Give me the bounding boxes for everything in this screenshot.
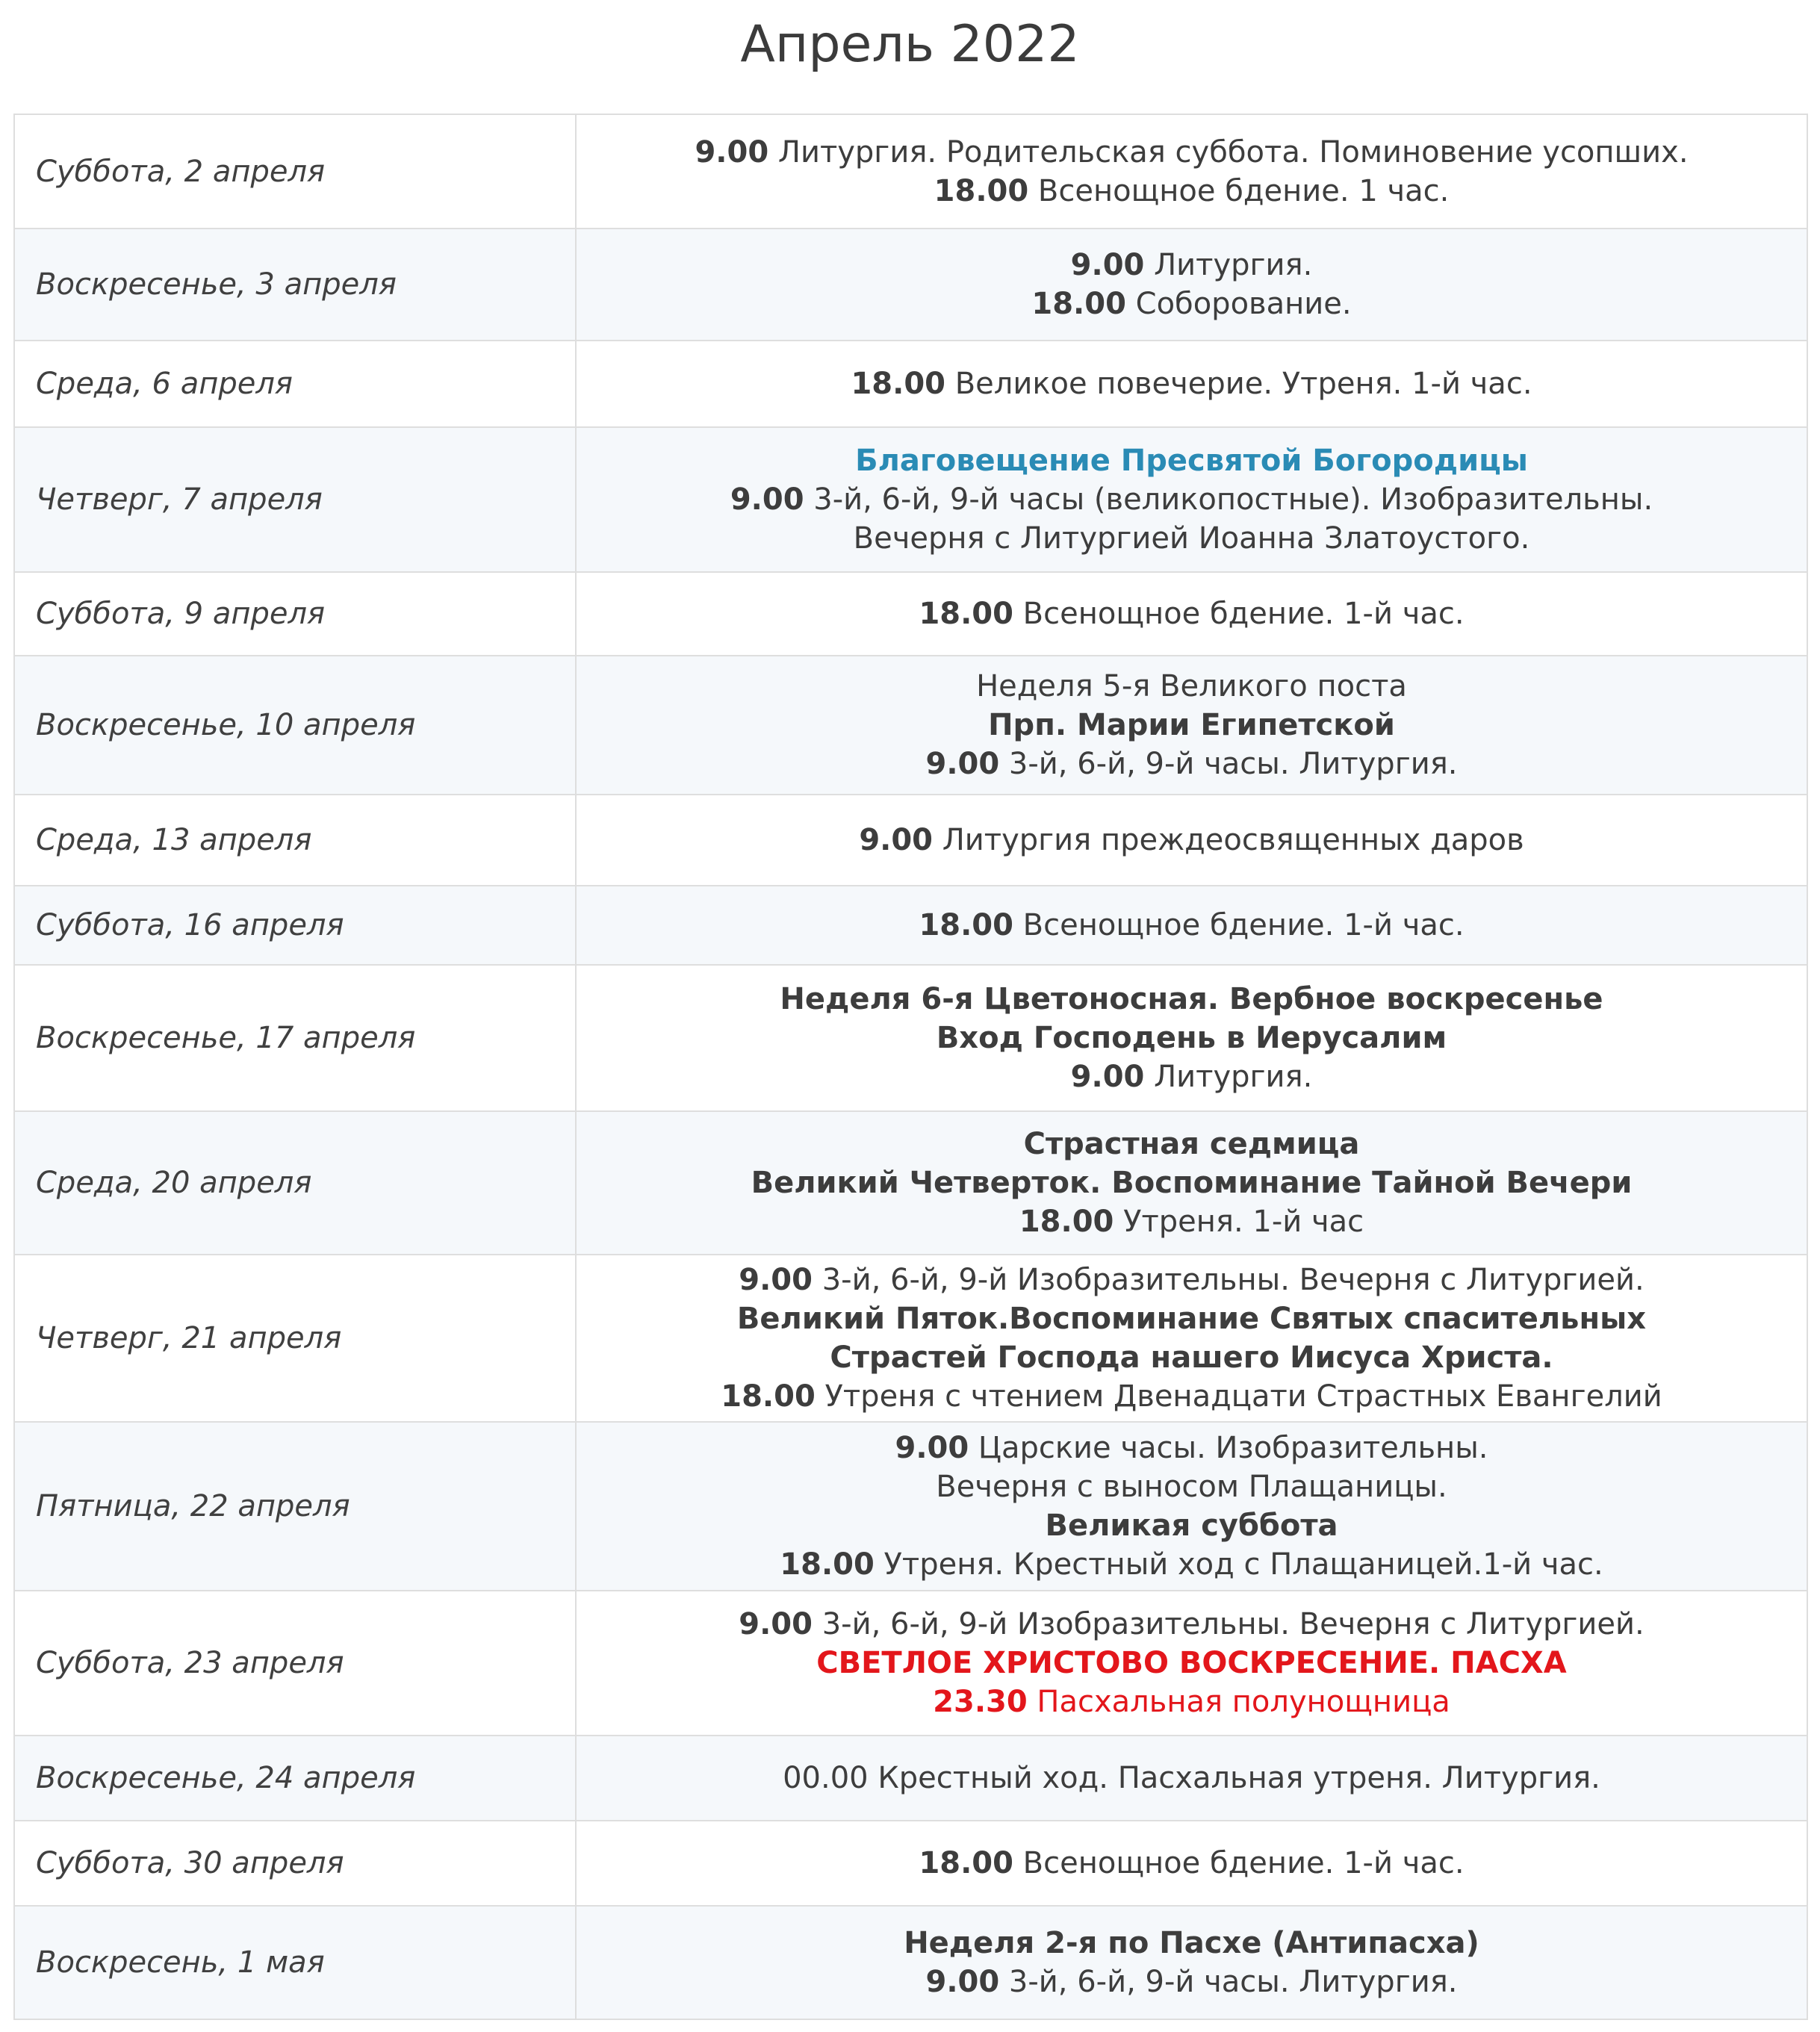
service-time: 9.00 [739, 1263, 813, 1297]
day-cell: Суббота, 16 апреля [14, 886, 576, 965]
service-text: Великий Четверток. Воспоминание Тайной Вечери [751, 1166, 1633, 1200]
schedule-row [14, 1906, 1807, 2019]
services-cell [576, 1255, 1807, 1422]
schedule-row [14, 656, 1807, 795]
service-line [577, 1924, 1807, 1963]
schedule-row [14, 1422, 1807, 1591]
service-time: 18.00 [934, 173, 1029, 208]
service-text: 3-й, 6-й, 9-й часы. Литургия. [999, 1965, 1458, 1999]
service-time: 18.00 [780, 1547, 875, 1582]
services-cell [576, 1736, 1807, 1821]
services-cell [576, 886, 1807, 965]
service-time: 9.00 [1070, 248, 1145, 282]
service-line [577, 1429, 1807, 1467]
service-text: 3-й, 6-й, 9-й часы. Литургия. [999, 747, 1458, 781]
service-time: 18.00 [919, 597, 1013, 631]
schedule-row [14, 1821, 1807, 1906]
service-line [577, 1338, 1807, 1377]
service-text: Литургия. [1144, 1060, 1313, 1094]
services-cell [576, 229, 1807, 341]
day-cell: Суббота, 30 апреля [14, 1821, 576, 1906]
schedule-row [14, 114, 1807, 229]
day-cell: Среда, 6 апреля [14, 341, 576, 427]
service-text: Утреня. 1-й час [1114, 1205, 1364, 1239]
service-time: 18.00 [721, 1379, 816, 1414]
services-cell [576, 1821, 1807, 1906]
service-line [577, 1506, 1807, 1545]
service-text: Неделя 6-я Цветоносная. Вербное воскресенье [780, 982, 1603, 1016]
schedule-row [14, 1591, 1807, 1736]
service-line [577, 906, 1807, 945]
services-cell [576, 427, 1807, 572]
service-time: 9.00 [739, 1607, 813, 1641]
service-text: Утреня с чтением Двенадцати Страстных Евангелий [815, 1379, 1662, 1414]
service-text: Страстей Господа нашего Иисуса Христа. [830, 1340, 1553, 1375]
schedule-row [14, 572, 1807, 656]
day-cell: Суббота, 2 апреля [14, 114, 576, 229]
service-line [577, 1844, 1807, 1883]
service-line [577, 1019, 1807, 1057]
service-text: Всенощное бдение. 1-й час. [1013, 1846, 1465, 1880]
service-text: Всенощное бдение. 1-й час. [1013, 597, 1465, 631]
schedule-row [14, 229, 1807, 341]
service-text: Пасхальная полунощница [1027, 1685, 1450, 1719]
service-text: Благовещение Пресвятой Богородицы [855, 444, 1528, 478]
service-line [577, 1057, 1807, 1096]
service-line [577, 821, 1807, 860]
service-text: Царские часы. Изобразительны. [969, 1431, 1488, 1465]
service-line [577, 1683, 1807, 1721]
day-cell: Воскресень, 1 мая [14, 1906, 576, 2019]
services-cell [576, 1591, 1807, 1736]
service-text: Всенощное бдение. 1 час. [1028, 173, 1450, 208]
service-text: Страстная седмица [1023, 1127, 1360, 1161]
service-line [577, 1163, 1807, 1202]
services-cell [576, 572, 1807, 656]
schedule-row [14, 965, 1807, 1111]
service-time: 18.00 [851, 367, 945, 401]
service-text: СВЕТЛОЕ ХРИСТОВО ВОСКРЕСЕНИЕ. ПАСХА [816, 1646, 1567, 1680]
service-line [577, 1644, 1807, 1683]
service-line [577, 1467, 1807, 1506]
service-text: Великий Пяток.Воспоминание Святых спасительных [736, 1302, 1647, 1336]
service-text: Вход Господень в Иерусалим [936, 1021, 1447, 1055]
service-line [577, 519, 1807, 558]
service-text: Литургия. Родительская суббота. Поминовение усопших. [768, 134, 1689, 170]
service-text: 3-й, 6-й, 9-й часы (великопостные). Изобразительны. [804, 482, 1653, 517]
service-line [577, 364, 1807, 403]
services-cell [576, 341, 1807, 427]
service-line [577, 480, 1807, 519]
service-text: 3-й, 6-й, 9-й Изобразительны. Вечерня с Литургией. [812, 1607, 1644, 1641]
schedule-row [14, 1111, 1807, 1255]
service-time: 18.00 [1019, 1205, 1114, 1239]
schedule-row [14, 1736, 1807, 1821]
service-line [577, 706, 1807, 745]
schedule-table [13, 114, 1808, 2020]
service-time: 9.00 [895, 1431, 969, 1465]
services-cell [576, 1111, 1807, 1255]
service-text: Великое повечерие. Утреня. 1-й час. [945, 367, 1532, 401]
day-cell: Суббота, 9 апреля [14, 572, 576, 656]
day-cell: Четверг, 7 апреля [14, 427, 576, 572]
service-text: Прп. Марии Египетской [988, 708, 1395, 742]
schedule-row [14, 341, 1807, 427]
service-time: 9.00 [925, 747, 1000, 781]
schedule-row [14, 427, 1807, 572]
service-text: Утреня. Крестный ход с Плащаницей.1-й час. [874, 1547, 1603, 1582]
service-line [577, 1377, 1807, 1416]
service-text: Всенощное бдение. 1-й час. [1013, 908, 1465, 942]
day-cell: Воскресенье, 10 апреля [14, 656, 576, 795]
day-cell: Среда, 20 апреля [14, 1111, 576, 1255]
day-cell: Суббота, 23 апреля [14, 1591, 576, 1736]
service-text: 23.30 [933, 1685, 1028, 1719]
service-line [577, 1261, 1807, 1299]
service-line [577, 594, 1807, 633]
service-line [577, 745, 1807, 783]
schedule-row [14, 886, 1807, 965]
service-time: 9.00 [1070, 1060, 1145, 1094]
day-cell: Пятница, 22 апреля [14, 1422, 576, 1591]
services-cell [576, 656, 1807, 795]
service-line [577, 1202, 1807, 1241]
service-line [577, 667, 1807, 706]
service-line [577, 1963, 1807, 2001]
service-line [577, 285, 1807, 323]
service-text: Литургия преждеосвященных даров [933, 823, 1524, 857]
day-cell: Четверг, 21 апреля [14, 1255, 576, 1422]
service-line [577, 1759, 1807, 1798]
service-line [577, 441, 1807, 480]
day-cell: Воскресенье, 17 апреля [14, 965, 576, 1111]
service-time: 18.00 [1031, 287, 1126, 321]
services-cell [576, 1422, 1807, 1591]
service-text: Соборование. [1125, 287, 1352, 321]
service-text: Вечерня с выносом Плащаницы. [936, 1470, 1447, 1504]
service-text: Вечерня с Литургией Иоанна Златоустого. [853, 521, 1530, 556]
service-text: Неделя 5-я Великого поста [976, 669, 1407, 703]
service-time: 9.00 [859, 823, 934, 857]
service-line [577, 133, 1807, 172]
day-cell: Воскресенье, 24 апреля [14, 1736, 576, 1821]
services-cell [576, 114, 1807, 229]
service-time: 9.00 [695, 134, 769, 170]
page-title: Апрель 2022 [740, 15, 1080, 74]
schedule-row [14, 795, 1807, 886]
service-time: 18.00 [919, 908, 1013, 942]
service-time: 9.00 [925, 1965, 1000, 1999]
service-line [577, 172, 1807, 211]
service-time: 18.00 [919, 1846, 1013, 1880]
day-cell: Среда, 13 апреля [14, 795, 576, 886]
service-text: 00.00 Крестный ход. Пасхальная утреня. Литургия. [783, 1761, 1600, 1795]
service-line [577, 1299, 1807, 1338]
service-line [577, 1605, 1807, 1644]
service-line [577, 1125, 1807, 1163]
service-time: 9.00 [730, 482, 804, 517]
service-text: Литургия. [1144, 248, 1313, 282]
service-line [577, 980, 1807, 1019]
services-cell [576, 795, 1807, 886]
service-line [577, 246, 1807, 285]
service-line [577, 1545, 1807, 1584]
service-text: 3-й, 6-й, 9-й Изобразительны. Вечерня с Литургией. [812, 1263, 1644, 1297]
service-text: Великая суббота [1045, 1509, 1338, 1543]
schedule-row [14, 1255, 1807, 1422]
day-cell: Воскресенье, 3 апреля [14, 229, 576, 341]
services-cell [576, 965, 1807, 1111]
service-text: Неделя 2-я по Пасхе (Антипасха) [904, 1926, 1479, 1960]
services-cell [576, 1906, 1807, 2019]
